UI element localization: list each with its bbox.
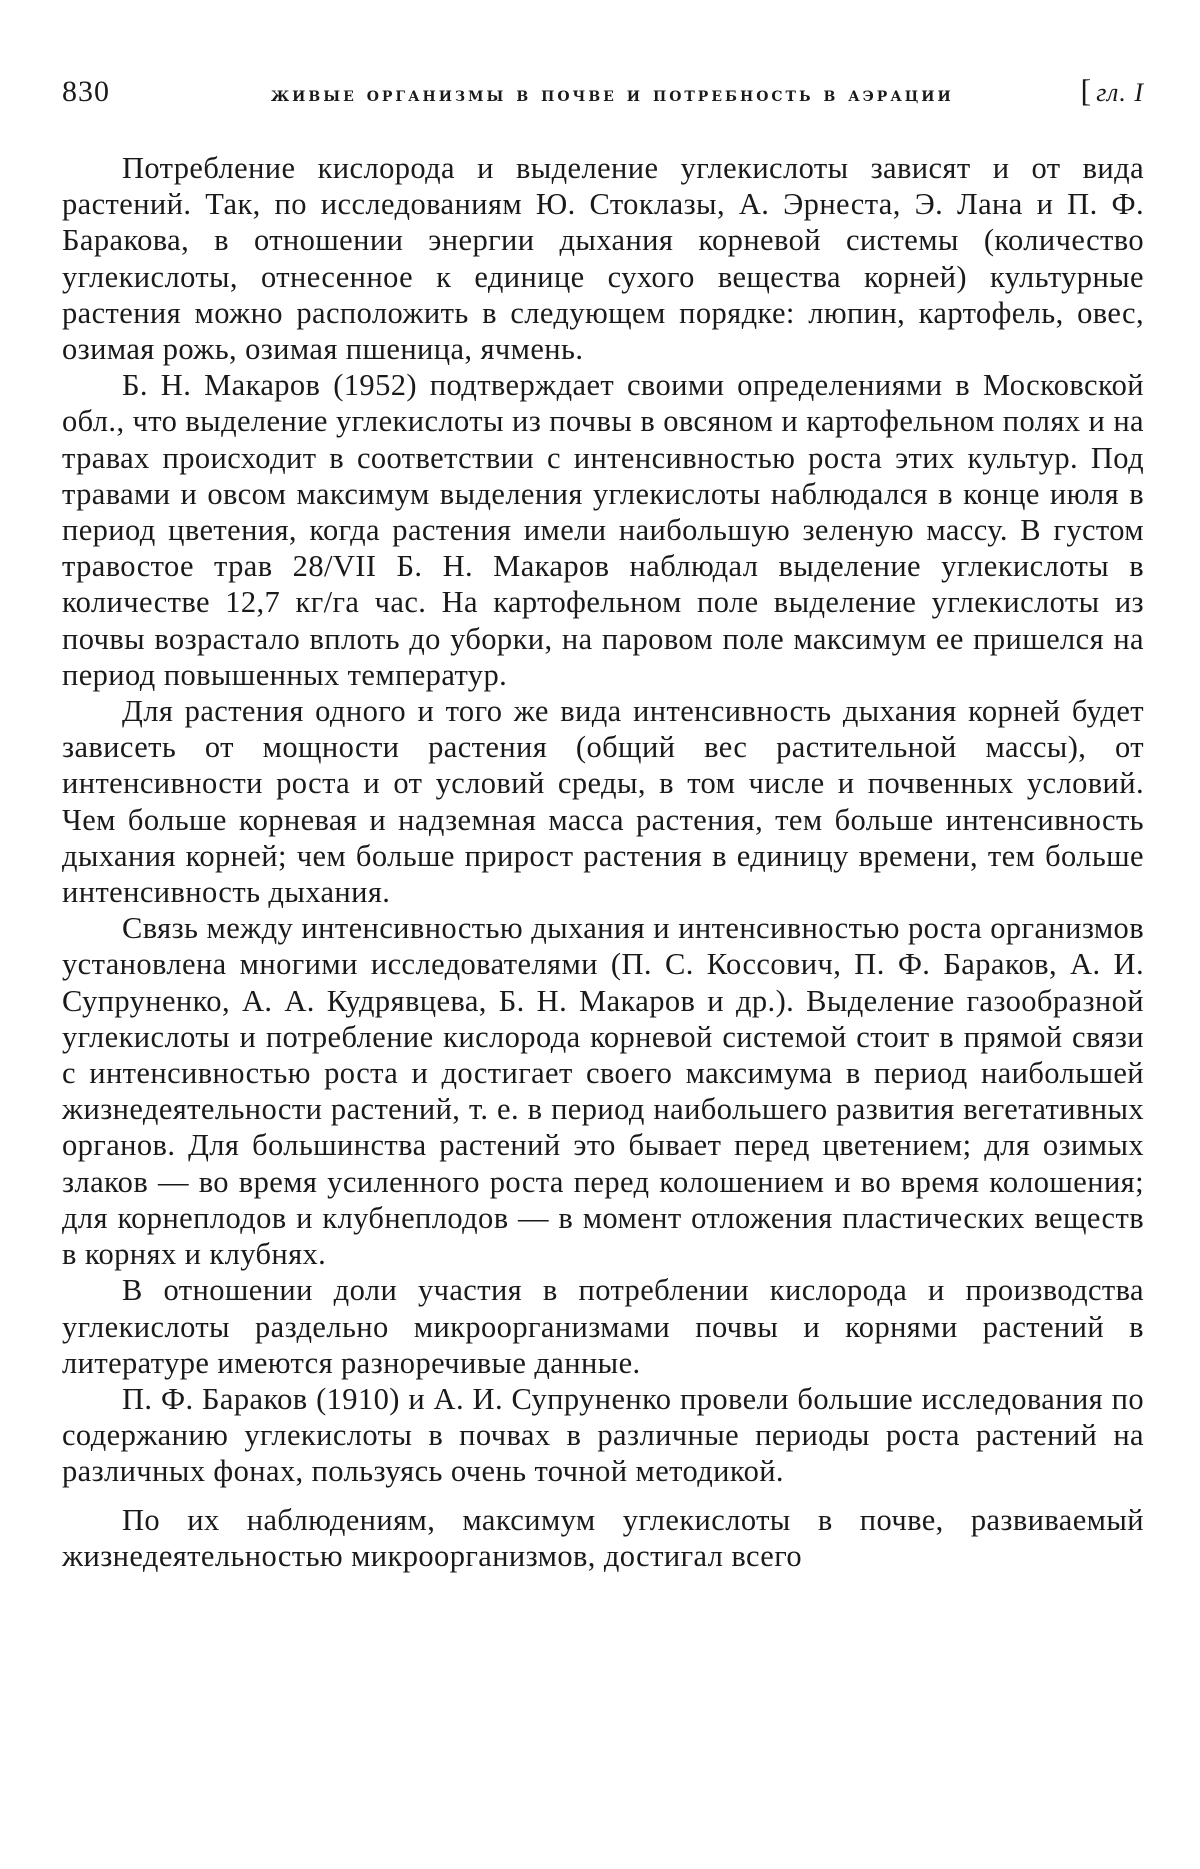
paragraph: Для растения одного и того же вида интенсивность дыхания корней будет зависеть от мощности растения (общий вес растительной массы), от интенсивности роста и от условий среды, в том числе и почвенных условий. Чем больше корневая и надземная масса растения, тем больше интенсивность дыхания корней; чем больше прирост растения в единицу времени, тем больше интенсивность дыхания.	[62, 694, 1144, 910]
chapter-mark: [ гл. I	[1081, 72, 1144, 109]
paragraph: Потребление кислорода и выделение углекислоты зависят и от вида растений. Так, по исследованиям Ю. Стоклазы, А. Эрнеста, Э. Лана и П. Ф. Баракова, в отношении энергии дыхания корневой системы (количество углекислоты, отнесенное к единице сухого вещества корней) культурные растения можно расположить в следующем порядке: люпин, картофель, овес, озимая рожь, озимая пшеница, ячмень.	[62, 151, 1144, 367]
running-title: живые организмы в почве и потребность в аэрации	[270, 82, 954, 106]
paragraph: П. Ф. Бараков (1910) и А. И. Супруненко провели большие исследования по содержанию углекислоты в почвах в различные периоды роста растений на различных фонах, пользуясь очень точной методикой.	[62, 1381, 1144, 1489]
paragraph: По их наблюдениям, максимум углекислоты в почве, развиваемый жизнедеятельностью микроорганизмов, достигал всего	[62, 1502, 1144, 1573]
paragraph: Связь между интенсивностью дыхания и интенсивностью роста организмов установлена многими исследователями (П. С. Коссович, П. Ф. Бараков, А. И. Супруненко, А. А. Кудрявцева, Б. Н. Макаров и др.). Выделение газообразной углекислоты и потребление кислорода корневой системой стоит в прямой связи с интенсивностью роста и достигает своего максимума в период наибольшей жизнедеятельности растений, т. е. в период наибольшего развития вегетативных органов. Для большинства растений это бывает перед цветением; для озимых злаков — во время усиленного роста перед колошением и во время колошения; для корнеплодов и клубнеплодов — в момент отложения пластических веществ в корнях и клубнях.	[62, 911, 1144, 1272]
body-text	[62, 150, 1144, 1574]
running-header	[62, 72, 1144, 126]
page-number: 830	[62, 75, 110, 108]
paragraph: Б. Н. Макаров (1952) подтверждает своими определениями в Московской обл., что выделение углекислоты из почвы в овсяном и картофельном полях и на травах происходит в соответствии с интенсивностью роста этих культур. Под травами и овсом максимум выделения углекислоты наблюдался в конце июля в период цветения, когда растения имели наибольшую зеленую массу. В густом травостое трав 28/VII Б. Н. Макаров наблюдал выделение углекислоты в количестве 12,7 кг/га час. На картофельном поле выделение углекислоты из почвы возрастало вплоть до уборки, на паровом поле максимум ее пришелся на период повышенных температур.	[62, 368, 1144, 692]
paragraph: В отношении доли участия в потреблении кислорода и производства углекислоты раздельно микроорганизмами почвы и корнями растений в литературе имеются разноречивые данные.	[62, 1273, 1144, 1380]
